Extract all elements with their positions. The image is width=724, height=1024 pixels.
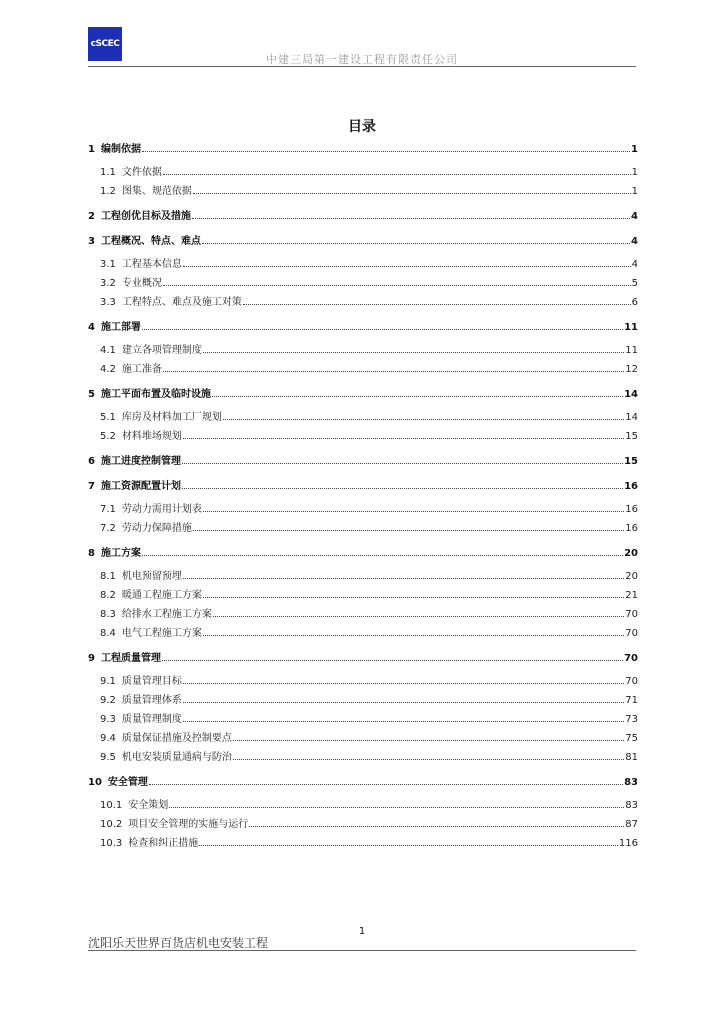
toc-entry-number: 6 [88, 456, 95, 467]
toc-entry-page: 6 [631, 297, 638, 308]
toc-dot-leader [162, 660, 623, 661]
toc-dot-leader [249, 826, 624, 827]
toc-entry-page: 16 [625, 523, 638, 534]
toc-entry-number: 5.1 [100, 412, 116, 423]
toc-entry-page: 16 [624, 481, 638, 492]
toc-entry-page: 14 [625, 412, 638, 423]
toc-entry-number: 5.2 [100, 431, 116, 442]
toc-entry-title: 施工进度控制管理 [100, 456, 181, 467]
toc-chapter-entry[interactable] [88, 480, 638, 493]
toc-entry-title: 材料堆场规划 [121, 431, 182, 442]
toc-entry-number: 8.3 [100, 609, 116, 620]
toc-entry-number: 8.1 [100, 571, 116, 582]
toc-entry-page: 1 [631, 186, 638, 197]
toc-entry-page: 87 [625, 819, 638, 830]
toc-entry-page: 1 [631, 144, 638, 155]
toc-entry-number: 3 [88, 236, 95, 247]
toc-dot-leader [142, 555, 623, 556]
toc-entry-title: 检查和纠正措施 [128, 838, 199, 849]
toc-entry-page: 83 [625, 800, 638, 811]
toc-entry-page: 4 [631, 259, 638, 270]
toc-chapter-entry[interactable] [88, 388, 638, 401]
toc-entry-title: 施工方案 [100, 548, 141, 559]
page-number: 1 [358, 926, 366, 937]
toc-entry-title: 编制依据 [100, 144, 141, 155]
toc-section-entry[interactable] [88, 818, 638, 831]
toc-dot-leader [212, 396, 623, 397]
toc-section-entry[interactable] [88, 627, 638, 640]
toc-entry-number: 4.2 [100, 364, 116, 375]
toc-entry-number: 7 [88, 481, 95, 492]
toc-entry-page: 70 [625, 609, 638, 620]
toc-entry-title: 电气工程施工方案 [121, 628, 202, 639]
footer-divider [88, 950, 636, 951]
toc-section-entry[interactable] [88, 430, 638, 443]
toc-entry-number: 10.3 [100, 838, 123, 849]
toc-entry-number: 4.1 [100, 345, 116, 356]
toc-entry-title: 劳动力保障措施 [121, 523, 192, 534]
toc-dot-leader [193, 193, 631, 194]
toc-entry-number: 8.2 [100, 590, 116, 601]
toc-dot-leader [169, 807, 624, 808]
toc-dot-leader [203, 352, 624, 353]
toc-entry-number: 8.4 [100, 628, 116, 639]
toc-section-entry[interactable] [88, 296, 638, 309]
toc-entry-page: 71 [625, 695, 638, 706]
toc-dot-leader [183, 702, 624, 703]
toc-entry-page: 14 [624, 389, 638, 400]
toc-entry-number: 7.1 [100, 504, 116, 515]
company-logo: cSCEC [88, 27, 122, 61]
toc-dot-leader [233, 759, 624, 760]
toc-entry-page: 16 [625, 504, 638, 515]
toc-dot-leader [203, 635, 624, 636]
toc-dot-leader [193, 530, 624, 531]
toc-dot-leader [183, 721, 624, 722]
toc-dot-leader [199, 845, 618, 846]
toc-dot-leader [243, 304, 631, 305]
toc-section-entry[interactable] [88, 277, 638, 290]
toc-dot-leader [163, 174, 631, 175]
toc-section-entry[interactable] [88, 344, 638, 357]
toc-entry-title: 施工准备 [121, 364, 162, 375]
toc-dot-leader [223, 419, 624, 420]
toc-entry-number: 1 [88, 144, 95, 155]
toc-entry-number: 10 [88, 777, 102, 788]
toc-entry-number: 4 [88, 322, 95, 333]
toc-section-entry[interactable] [88, 522, 638, 535]
toc-dot-leader [192, 218, 630, 219]
header-divider [88, 66, 636, 67]
toc-section-entry[interactable] [88, 751, 638, 764]
toc-entry-number: 1.1 [100, 167, 116, 178]
toc-dot-leader [202, 243, 630, 244]
toc-dot-leader [203, 511, 624, 512]
toc-entry-title: 工程创优目标及措施 [100, 211, 191, 222]
toc-entry-title: 工程质量管理 [100, 653, 161, 664]
toc-entry-page: 20 [624, 548, 638, 559]
toc-dot-leader [213, 616, 624, 617]
toc-entry-number: 10.1 [100, 800, 123, 811]
toc-entry-page: 75 [625, 733, 638, 744]
toc-entry-page: 83 [624, 777, 638, 788]
toc-section-entry[interactable] [88, 258, 638, 271]
toc-entry-title: 施工资源配置计划 [100, 481, 181, 492]
toc-entry-number: 3.2 [100, 278, 116, 289]
toc-section-entry[interactable] [88, 589, 638, 602]
toc-dot-leader [183, 438, 624, 439]
toc-dot-leader [203, 597, 624, 598]
toc-entry-page: 116 [618, 838, 638, 849]
toc-entry-page: 15 [625, 431, 638, 442]
toc-dot-leader [183, 578, 624, 579]
toc-entry-title: 建立各项管理制度 [121, 345, 202, 356]
toc-section-entry[interactable] [88, 503, 638, 516]
toc-entry-number: 7.2 [100, 523, 116, 534]
toc-section-entry[interactable] [88, 713, 638, 726]
toc-dot-leader [183, 266, 631, 267]
toc-dot-leader [233, 740, 624, 741]
toc-entry-number: 2 [88, 211, 95, 222]
toc-section-entry[interactable] [88, 570, 638, 583]
toc-entry-page: 1 [631, 167, 638, 178]
toc-section-entry[interactable] [88, 799, 638, 812]
toc-entry-number: 9.2 [100, 695, 116, 706]
toc-entry-title: 施工部署 [100, 322, 141, 333]
toc-section-entry[interactable] [88, 694, 638, 707]
toc-section-entry[interactable] [88, 675, 638, 688]
toc-entry-title: 机电安装质量通病与防治 [121, 752, 232, 763]
toc-entry-number: 9.5 [100, 752, 116, 763]
toc-entry-number: 9 [88, 653, 95, 664]
toc-entry-page: 11 [624, 322, 638, 333]
toc-section-entry[interactable] [88, 608, 638, 621]
toc-section-entry[interactable] [88, 166, 638, 179]
toc-entry-page: 4 [631, 236, 638, 247]
toc-chapter-entry[interactable] [88, 235, 638, 248]
toc-section-entry[interactable] [88, 185, 638, 198]
toc-entry-number: 3.1 [100, 259, 116, 270]
toc-dot-leader [142, 151, 630, 152]
toc-entry-number: 10.2 [100, 819, 123, 830]
toc-dot-leader [183, 683, 624, 684]
toc-entry-number: 9.3 [100, 714, 116, 725]
toc-chapter-entry[interactable] [88, 143, 638, 156]
toc-entry-title: 质量保证措施及控制要点 [121, 733, 232, 744]
toc-entry-page: 12 [625, 364, 638, 375]
toc-dot-leader [182, 463, 623, 464]
toc-chapter-entry[interactable] [88, 652, 638, 665]
toc-entry-title: 图集、规范依据 [121, 186, 192, 197]
toc-section-entry[interactable] [88, 837, 638, 850]
toc-entry-title: 安全管理 [107, 777, 148, 788]
toc-dot-leader [149, 784, 623, 785]
toc-entry-page: 20 [625, 571, 638, 582]
toc-entry-title: 劳动力需用计划表 [121, 504, 202, 515]
toc-entry-number: 3.3 [100, 297, 116, 308]
toc-entry-number: 9.4 [100, 733, 116, 744]
toc-entry-page: 73 [625, 714, 638, 725]
toc-entry-title: 文件依据 [121, 167, 162, 178]
toc-dot-leader [163, 285, 631, 286]
toc-chapter-entry[interactable] [88, 210, 638, 223]
toc-entry-number: 8 [88, 548, 95, 559]
toc-entry-title: 项目安全管理的实施与运行 [128, 819, 249, 830]
toc-entry-title: 安全策划 [128, 800, 169, 811]
toc-title: 目录 [348, 119, 376, 135]
toc-dot-leader [142, 329, 623, 330]
toc-entry-page: 81 [625, 752, 638, 763]
toc-entry-title: 机电预留预埋 [121, 571, 182, 582]
toc-entry-title: 质量管理目标 [121, 676, 182, 687]
toc-chapter-entry[interactable] [88, 455, 638, 468]
toc-entry-page: 15 [624, 456, 638, 467]
footer-project-name: 沈阳乐天世界百货店机电安装工程 [88, 936, 269, 950]
toc-entry-title: 质量管理制度 [121, 714, 182, 725]
toc-entry-title: 工程特点、难点及施工对策 [121, 297, 242, 308]
toc-entry-title: 工程概况、特点、难点 [100, 236, 201, 247]
toc-entry-page: 4 [631, 211, 638, 222]
toc-section-entry[interactable] [88, 411, 638, 424]
toc-entry-page: 21 [625, 590, 638, 601]
toc-entry-title: 施工平面布置及临时设施 [100, 389, 211, 400]
toc-section-entry[interactable] [88, 732, 638, 745]
toc-entry-page: 11 [625, 345, 638, 356]
toc-entry-number: 5 [88, 389, 95, 400]
toc-dot-leader [182, 488, 623, 489]
toc-entry-page: 5 [631, 278, 638, 289]
toc-entry-number: 9.1 [100, 676, 116, 687]
toc-entry-title: 工程基本信息 [121, 259, 182, 270]
toc-entry-page: 70 [625, 628, 638, 639]
toc-entry-title: 给排水工程施工方案 [121, 609, 212, 620]
toc-entry-page: 70 [625, 676, 638, 687]
toc-entry-title: 质量管理体系 [121, 695, 182, 706]
toc-entry-page: 70 [624, 653, 638, 664]
toc-chapter-entry[interactable] [88, 776, 638, 789]
table-of-contents [88, 143, 638, 850]
toc-section-entry[interactable] [88, 363, 638, 376]
toc-entry-number: 1.2 [100, 186, 116, 197]
company-name: 中建三局第一建设工程有限责任公司 [266, 53, 458, 66]
toc-entry-title: 专业概况 [121, 278, 162, 289]
toc-entry-title: 暖通工程施工方案 [121, 590, 202, 601]
toc-dot-leader [163, 371, 624, 372]
toc-entry-title: 库房及材料加工厂规划 [121, 412, 222, 423]
toc-chapter-entry[interactable] [88, 547, 638, 560]
toc-chapter-entry[interactable] [88, 321, 638, 334]
